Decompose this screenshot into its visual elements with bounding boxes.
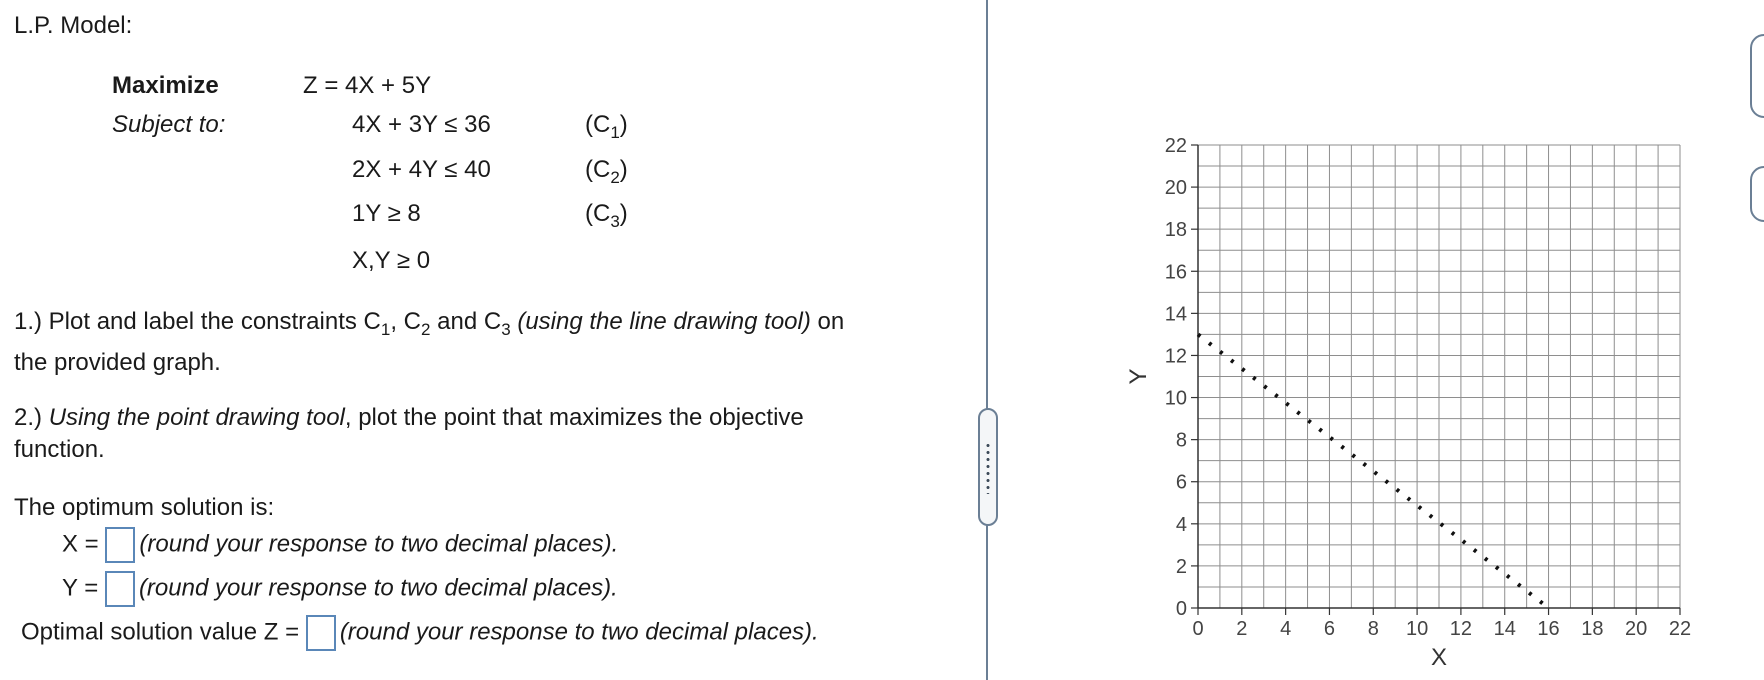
y-axis-title: Y xyxy=(1125,368,1152,385)
y-answer-row xyxy=(62,571,618,607)
constraint-c2-label: $(C_2)$ xyxy=(585,156,628,187)
y-tick-label: 18 xyxy=(1164,219,1187,242)
page-title: L.P. Model: xyxy=(14,12,133,39)
nonnegativity-constraint: X,Y ≥ 0 xyxy=(352,247,431,274)
constraint-c3-label: $(C_3)$ xyxy=(585,200,628,231)
y-tick-label: 12 xyxy=(1164,345,1187,368)
y-answer-input[interactable] xyxy=(105,571,135,607)
x-tick-label: 0 xyxy=(1192,618,1204,640)
x-tick-label: 22 xyxy=(1668,618,1692,640)
y-tick-label: 10 xyxy=(1164,387,1187,410)
x-axis-title: X xyxy=(1430,644,1448,670)
z-answer-hint: (round your response to two decimal places). xyxy=(339,618,819,646)
x-tick-label: 8 xyxy=(1367,618,1379,640)
x-tick-label: 16 xyxy=(1537,618,1560,640)
x-tick-label: 4 xyxy=(1280,618,1292,640)
graph-canvas[interactable] xyxy=(1120,70,1760,670)
x-answer-hint: (round your response to two decimal places). xyxy=(139,530,619,558)
y-tick-label: 16 xyxy=(1164,261,1187,284)
y-tick-label: 2 xyxy=(1175,555,1187,578)
instruction-2-line-2: function. xyxy=(14,436,105,463)
y-tick-label: 0 xyxy=(1175,598,1187,620)
x-answer-row xyxy=(62,527,618,563)
y-tick-label: 22 xyxy=(1164,135,1187,157)
x-tick-label: 14 xyxy=(1493,618,1516,640)
x-tick-label: 2 xyxy=(1236,618,1248,640)
y-answer-label: Y = xyxy=(62,574,99,602)
x-tick-label: 12 xyxy=(1449,618,1473,640)
instruction-1-line-1: 1.) Plot and label the constraints $C_1$, $C_2$ and $C_3$ (using the line drawing tool) on xyxy=(14,308,845,339)
z-answer-row xyxy=(21,615,819,651)
solution-heading: The optimum solution is: xyxy=(14,494,275,521)
y-tick-label: 4 xyxy=(1175,513,1187,536)
y-tick-label: 8 xyxy=(1175,429,1187,452)
instruction-2-line-1: 2.) Using the point drawing tool, plot the point that maximizes the objective xyxy=(14,404,804,431)
grip-dots-icon xyxy=(985,442,991,494)
z-answer-input[interactable] xyxy=(306,615,336,651)
constraint-c1-label: $(C_1)$ xyxy=(585,111,628,142)
x-answer-input[interactable] xyxy=(105,527,135,563)
constraint-c2-expression: 2X + 4Y ≤ 40 xyxy=(352,156,491,183)
panel-divider xyxy=(986,0,988,680)
panel-resize-handle[interactable] xyxy=(978,408,998,526)
constraint-c3-expression: 1Y ≥ 8 xyxy=(352,200,421,227)
constraint-c1-expression: 4X + 3Y ≤ 36 xyxy=(352,111,491,138)
y-tick-label: 14 xyxy=(1164,303,1187,326)
x-tick-label: 6 xyxy=(1323,618,1336,640)
y-tick-label: 20 xyxy=(1164,177,1187,200)
x-tick-label: 18 xyxy=(1581,618,1604,640)
x-answer-label: X = xyxy=(62,530,99,558)
instruction-1-line-2: the provided graph. xyxy=(14,349,221,376)
z-answer-label: Optimal solution value Z = xyxy=(21,618,300,646)
y-answer-hint: (round your response to two decimal places). xyxy=(138,574,618,602)
x-tick-label: 10 xyxy=(1405,618,1429,640)
maximize-label: Maximize xyxy=(112,72,219,99)
subject-to-label: Subject to: xyxy=(112,111,226,138)
objective-function: Z = 4X + 5Y xyxy=(303,72,432,99)
x-tick-label: 20 xyxy=(1625,618,1648,640)
y-tick-label: 6 xyxy=(1175,471,1187,494)
